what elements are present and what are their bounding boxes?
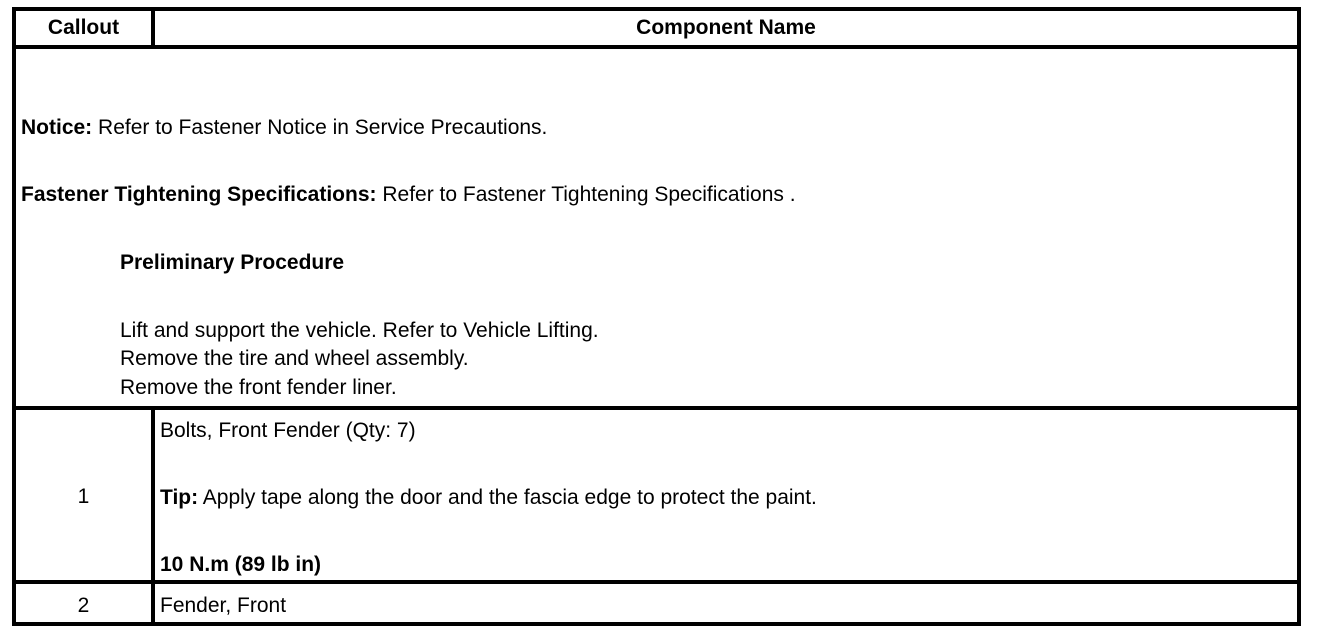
notice-label: Notice:: [21, 116, 93, 139]
procedure-step: Remove the front fender liner.: [120, 376, 397, 399]
notice-line: [21, 116, 547, 140]
row1-bottom-border: [12, 580, 1301, 584]
fastener-spec-label: Fastener Tightening Specifications:: [21, 183, 377, 206]
procedure-step: Lift and support the vehicle. Refer to Vehicle Lifting.: [120, 319, 599, 342]
preliminary-procedure-heading: Preliminary Procedure: [120, 251, 345, 274]
fastener-spec-text: Refer to Fastener Tightening Specifications .: [376, 183, 796, 206]
notice-text: Refer to Fastener Notice in Service Precautions.: [92, 116, 548, 139]
fastener-spec-line: [21, 183, 796, 207]
rows-column-divider: [151, 406, 155, 626]
intro-bottom-border: [12, 406, 1301, 410]
table-left-border: [12, 7, 16, 626]
row1-torque-spec: 10 N.m (89 lb in): [160, 553, 322, 576]
row1-component-name: Bolts, Front Fender (Qty: 7): [160, 419, 416, 442]
tip-label: Tip:: [160, 486, 199, 509]
table-right-border: [1297, 7, 1301, 626]
row1-tip-line: [160, 486, 817, 510]
tip-text: Apply tape along the door and the fascia edge to protect the paint.: [198, 486, 817, 509]
row2-callout: 2: [77, 594, 90, 617]
row1-callout: 1: [77, 485, 90, 508]
table-bottom-border: [12, 622, 1301, 626]
header-component-name: Component Name: [636, 16, 816, 39]
procedure-step: Remove the tire and wheel assembly.: [120, 347, 469, 370]
header-bottom-border: [12, 45, 1301, 49]
row2-component-name: Fender, Front: [160, 594, 287, 617]
header-callout: Callout: [47, 16, 120, 39]
table-top-border: [12, 7, 1301, 11]
